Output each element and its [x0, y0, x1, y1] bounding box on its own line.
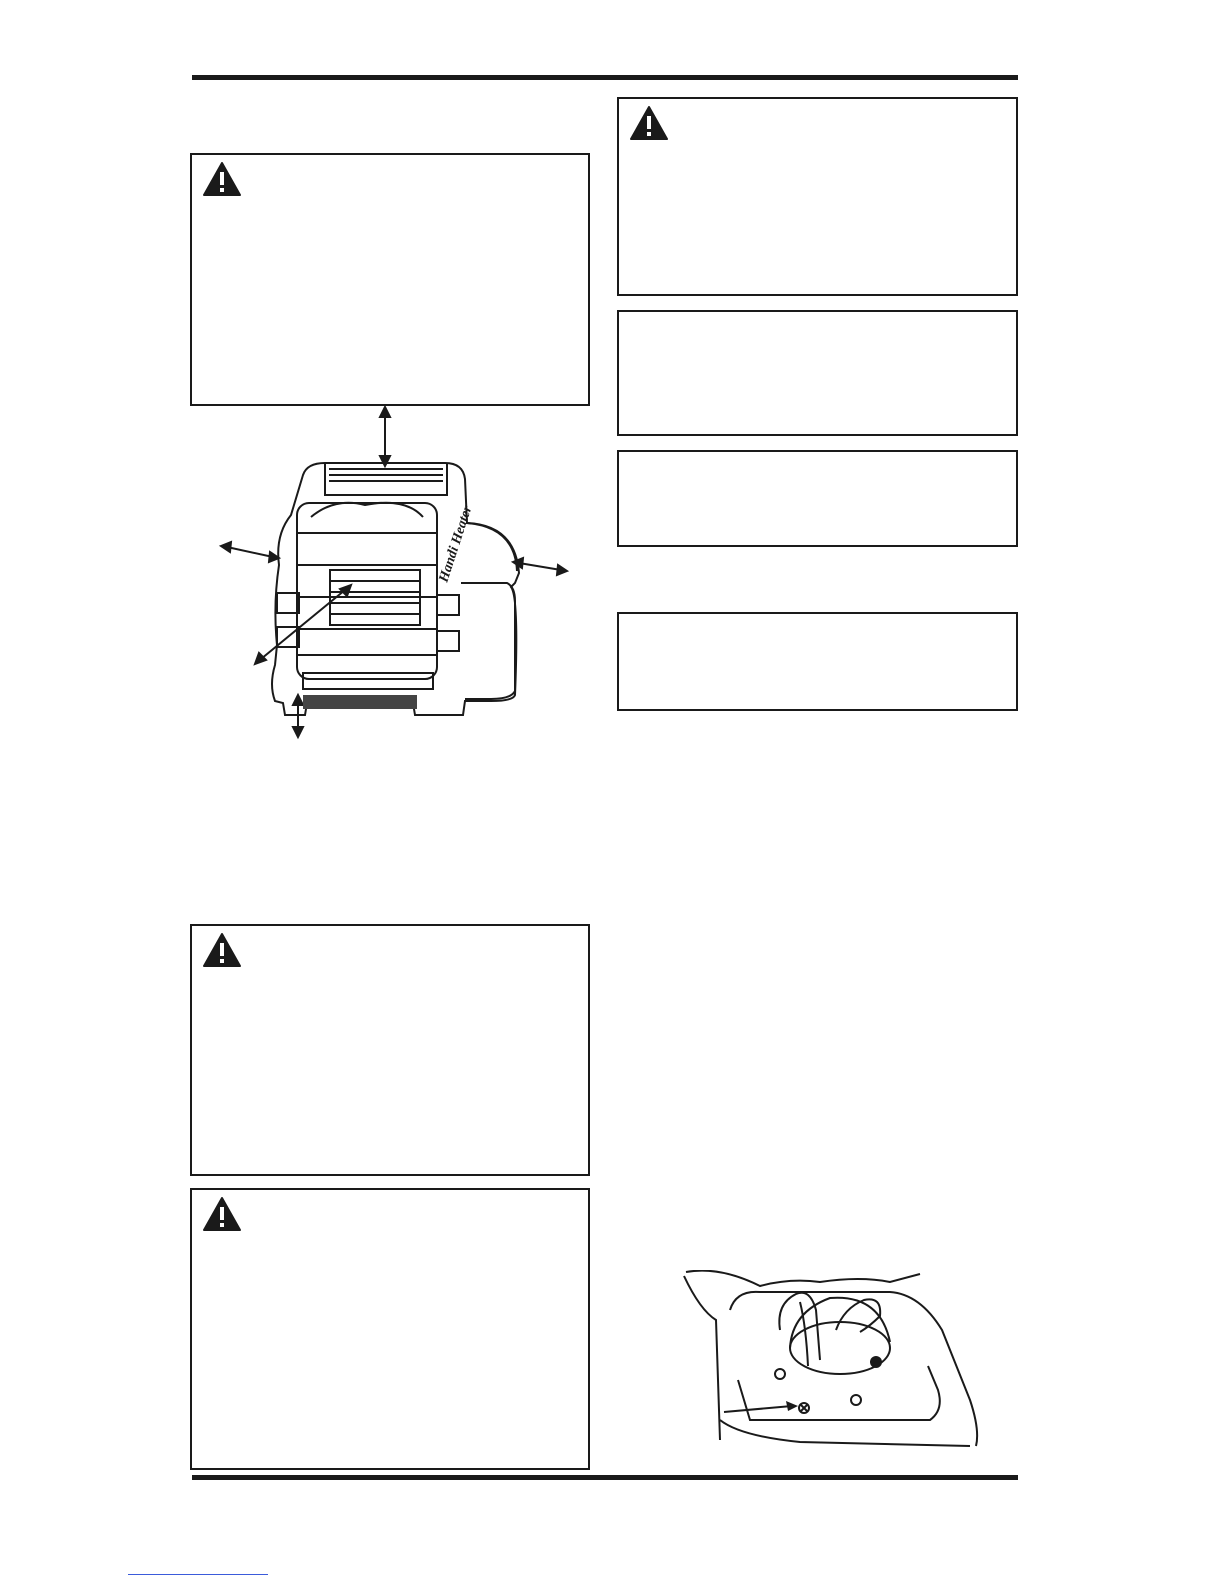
notice-box-right-2 [617, 450, 1018, 547]
warning-box-left-1 [190, 153, 590, 406]
warning-box-right-1 [617, 97, 1018, 296]
control-knob-figure [680, 1270, 1000, 1450]
heater-brand-label: Handi Heater [436, 503, 476, 585]
warning-box-left-2 [190, 924, 590, 1176]
notice-box-right-3 [617, 612, 1018, 711]
warning-triangle-icon [202, 161, 242, 197]
footer-link-underline [128, 1574, 268, 1575]
warning-box-left-3 [190, 1188, 590, 1470]
top-rule [192, 75, 1018, 80]
notice-box-right-1 [617, 310, 1018, 436]
warning-triangle-icon [202, 1196, 242, 1232]
heater-clearance-figure [215, 405, 575, 745]
bottom-rule [192, 1475, 1018, 1480]
warning-triangle-icon [202, 932, 242, 968]
warning-triangle-icon [629, 105, 669, 141]
